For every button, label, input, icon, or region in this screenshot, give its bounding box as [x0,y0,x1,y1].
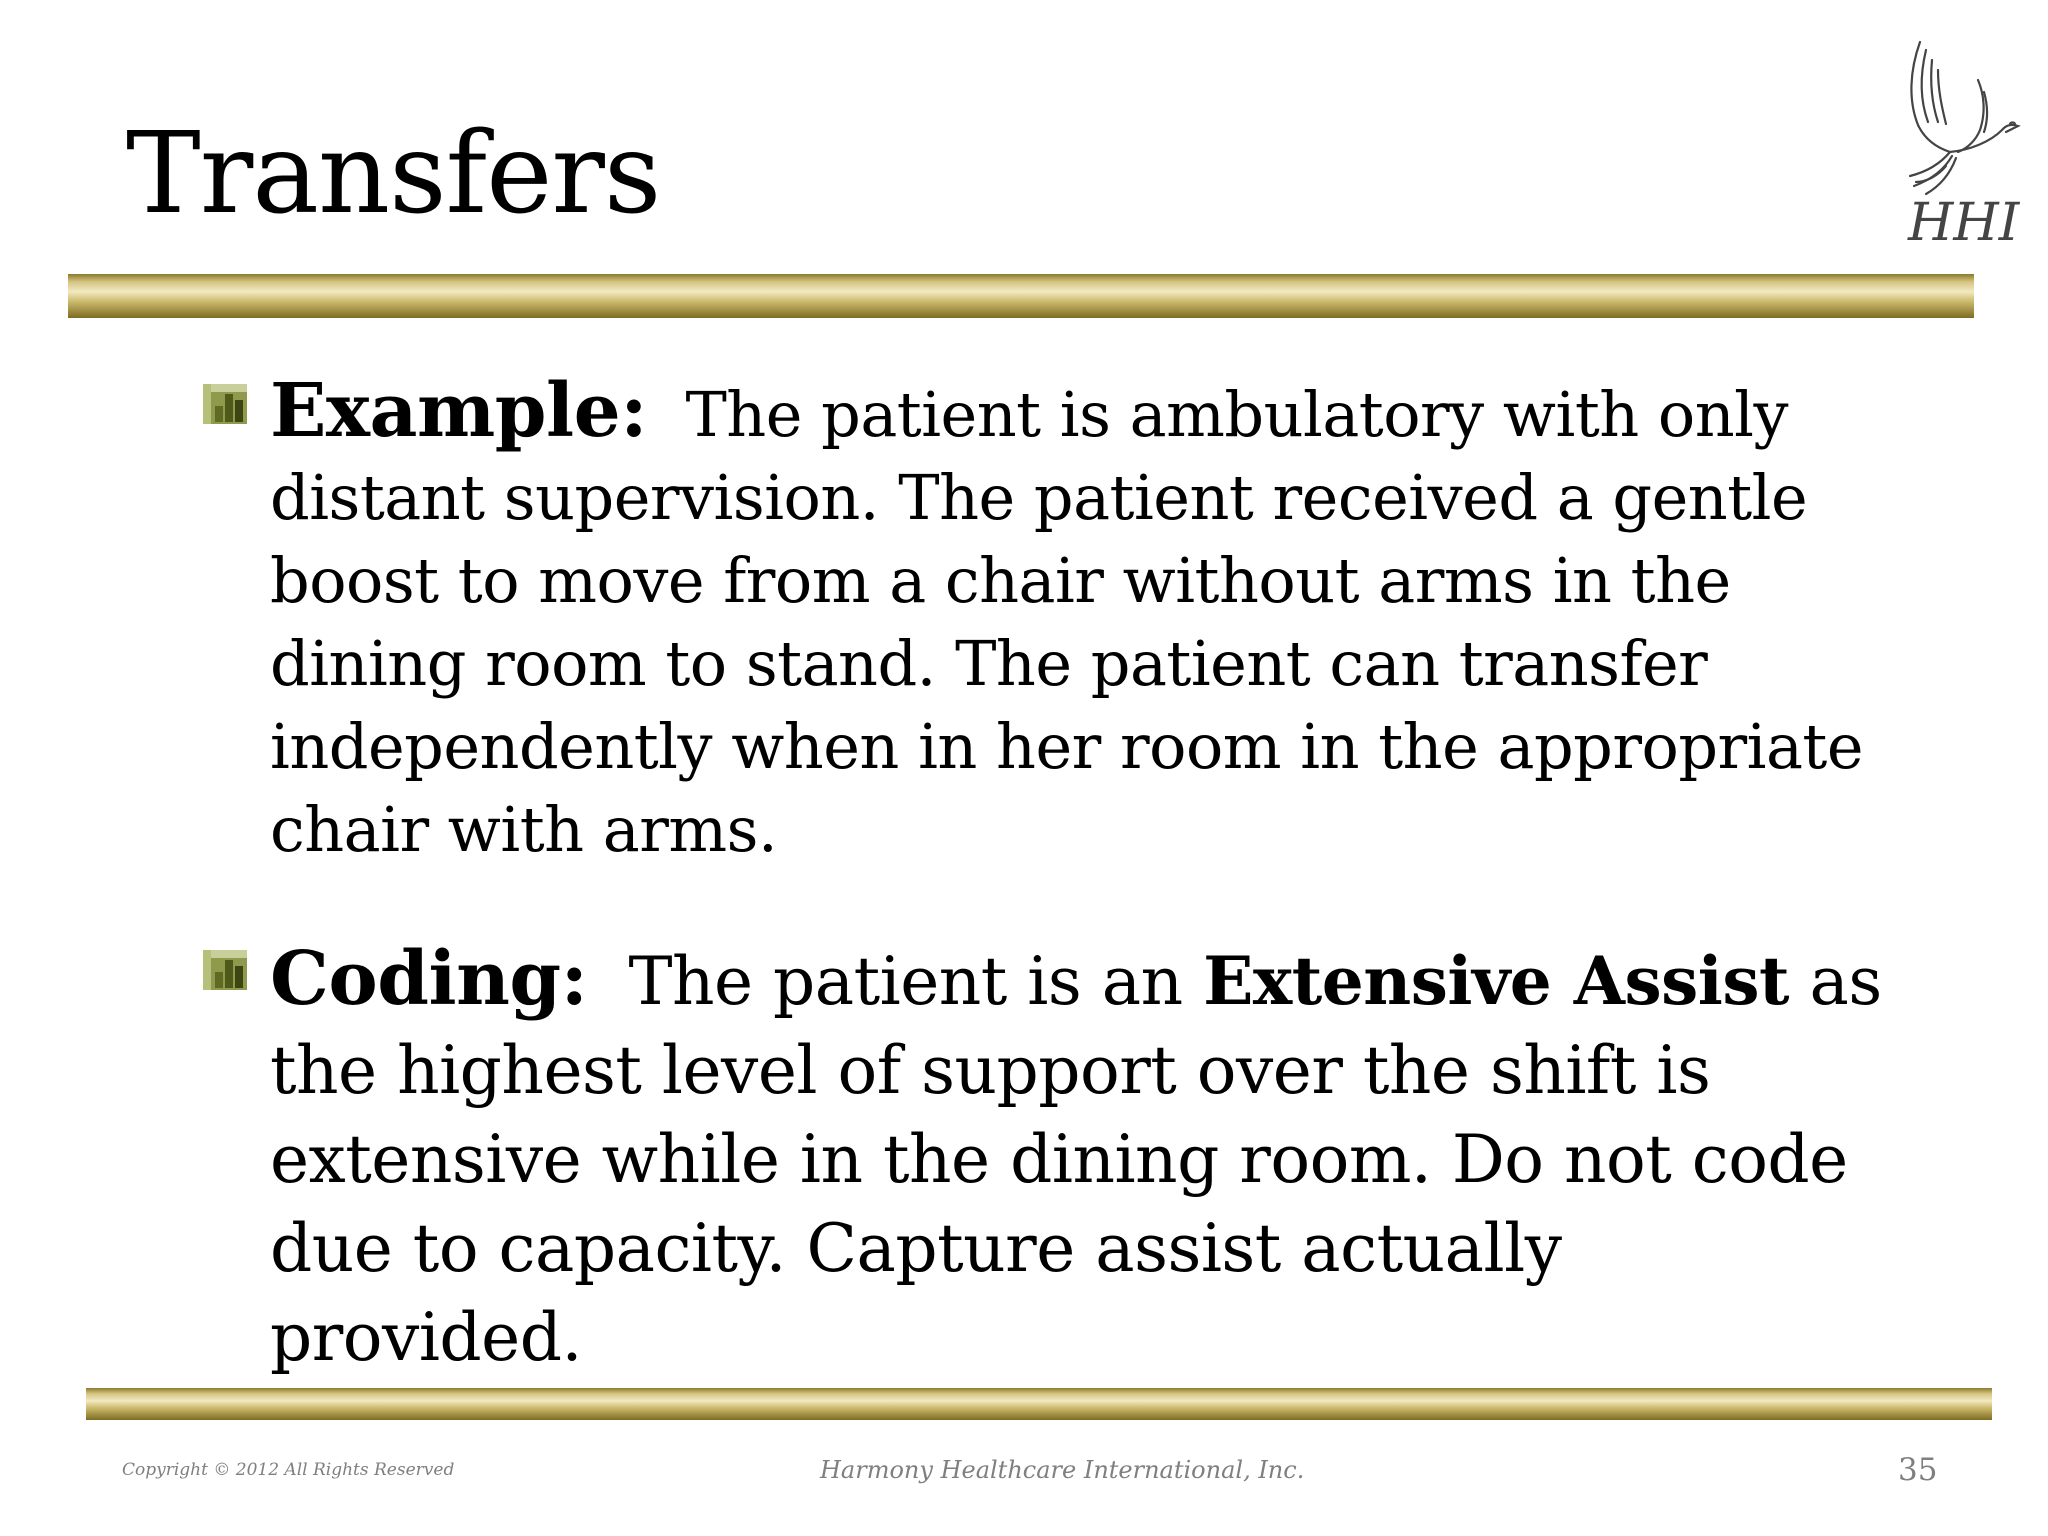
bullet-text-line: boost to move from a chair without arms in the [270,544,1731,617]
bullet-text-segment: as [1809,943,1882,1020]
bullet-text-line: dining room to stand. The patient can transfer [270,627,1708,700]
dove-icon [1880,30,2030,250]
slide-title: Transfers [126,109,661,239]
bullet-square-icon [203,384,247,424]
bullet-lead-coding: Coding: [270,936,588,1022]
footer-company: Harmony Healthcare International, Inc. [820,1456,1305,1484]
bullet-text-line: chair with arms. [270,793,778,866]
page-number: 35 [1898,1452,1938,1488]
extensive-assist-emphasis: Extensive Assist [1203,942,1790,1020]
bullet-text-line: provided. [270,1299,582,1376]
bullet-text-line: due to capacity. Capture assist actually [270,1210,1562,1287]
bullet-text-line: The patient is ambulatory with only [685,378,1788,451]
bullet-square-icon [203,950,247,990]
bullet-example [270,370,1890,871]
bullet-text-line: extensive while in the dining room. Do not code [270,1121,1848,1198]
bullet-text-segment: The patient is an [628,943,1183,1020]
bullet-text-line: distant supervision. The patient received a gentle [270,461,1808,534]
bullet-text-line: independently when in her room in the appropriate [270,710,1864,783]
bottom-divider-bar [86,1388,1992,1420]
bullet-text-line: the highest level of support over the shift is [270,1032,1711,1109]
top-divider-bar [68,274,1974,318]
bullet-coding [270,935,1890,1382]
bullet-lead-example: Example: [270,368,648,454]
footer-copyright: Copyright © 2012 All Rights Reserved [122,1460,455,1480]
logo-text: HHI [1908,193,2020,250]
